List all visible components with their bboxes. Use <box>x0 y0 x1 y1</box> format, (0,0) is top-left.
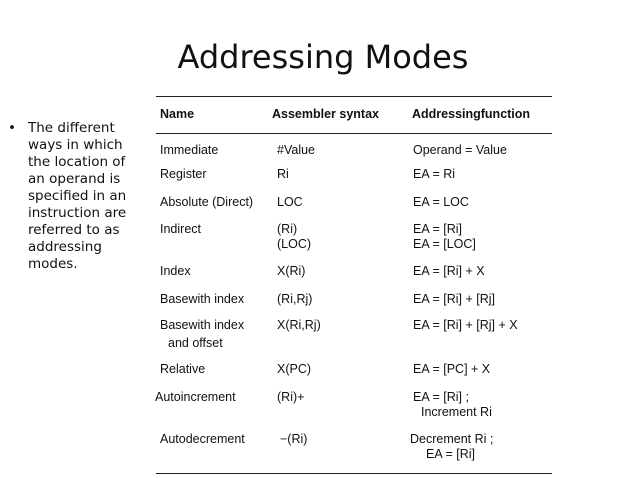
header-function: Addressingfunction <box>412 107 531 121</box>
mode-name: Immediate <box>160 143 219 157</box>
bullet-marker: • <box>8 120 16 136</box>
mode-name: Basewith index <box>160 292 245 306</box>
mode-function-line: EA = [Ri] ; <box>413 390 469 404</box>
mode-function <box>413 222 476 252</box>
mode-function-line: Decrement Ri ; <box>410 432 494 446</box>
bullet-point <box>8 120 138 273</box>
header-syntax: Assembler syntax <box>272 107 380 121</box>
mode-function: EA = [PC] + X <box>413 362 491 376</box>
mode-syntax: LOC <box>277 195 303 209</box>
mode-syntax: Ri <box>277 167 289 181</box>
mode-name <box>160 318 244 351</box>
mode-function <box>413 390 492 420</box>
mode-syntax: X(Ri) <box>277 264 306 278</box>
mode-function: EA = Ri <box>413 167 456 181</box>
mode-function: EA = [Ri] + X <box>413 264 485 278</box>
mode-name: Register <box>160 167 207 181</box>
mode-function: EA = [Ri] + [Rj] <box>413 292 495 306</box>
table-header-rule <box>156 133 552 134</box>
table-bottom-rule <box>156 473 552 474</box>
mode-function-line: EA = [Ri] <box>426 447 475 461</box>
mode-name: Indirect <box>160 222 201 236</box>
mode-name-line: and offset <box>168 336 223 350</box>
mode-syntax-line: (Ri) <box>277 222 298 236</box>
mode-syntax: −(Ri) <box>280 432 308 446</box>
header-name: Name <box>160 107 195 121</box>
mode-syntax <box>277 222 311 252</box>
mode-syntax: (Ri)+ <box>277 390 305 404</box>
mode-syntax: (Ri,Rj) <box>277 292 313 306</box>
mode-syntax: X(PC) <box>277 362 312 376</box>
mode-name: Autoincrement <box>155 390 236 404</box>
mode-function-line: EA = [Ri] <box>413 222 462 236</box>
mode-syntax: X(Ri,Rj) <box>277 318 321 332</box>
mode-function: EA = LOC <box>413 195 469 209</box>
slide-title: Addressing Modes <box>177 38 469 76</box>
table-top-rule <box>156 96 552 97</box>
mode-function: Operand = Value <box>413 143 507 157</box>
mode-syntax-line: (LOC) <box>277 237 312 251</box>
mode-name: Index <box>160 264 191 278</box>
mode-name-line: Basewith index <box>160 318 245 332</box>
mode-name: Absolute (Direct) <box>160 195 254 209</box>
mode-function-line: Increment Ri <box>421 405 492 419</box>
mode-function: EA = [Ri] + [Rj] + X <box>413 318 518 332</box>
mode-name: Relative <box>160 362 206 376</box>
mode-syntax: #Value <box>277 143 315 157</box>
mode-name: Autodecrement <box>160 432 245 446</box>
bullet-text: The different ways in which the location of an operand is specified in an instruction are referred to as addressing modes. <box>28 120 127 272</box>
mode-function <box>410 432 493 462</box>
mode-function-line: EA = [LOC] <box>413 237 476 251</box>
